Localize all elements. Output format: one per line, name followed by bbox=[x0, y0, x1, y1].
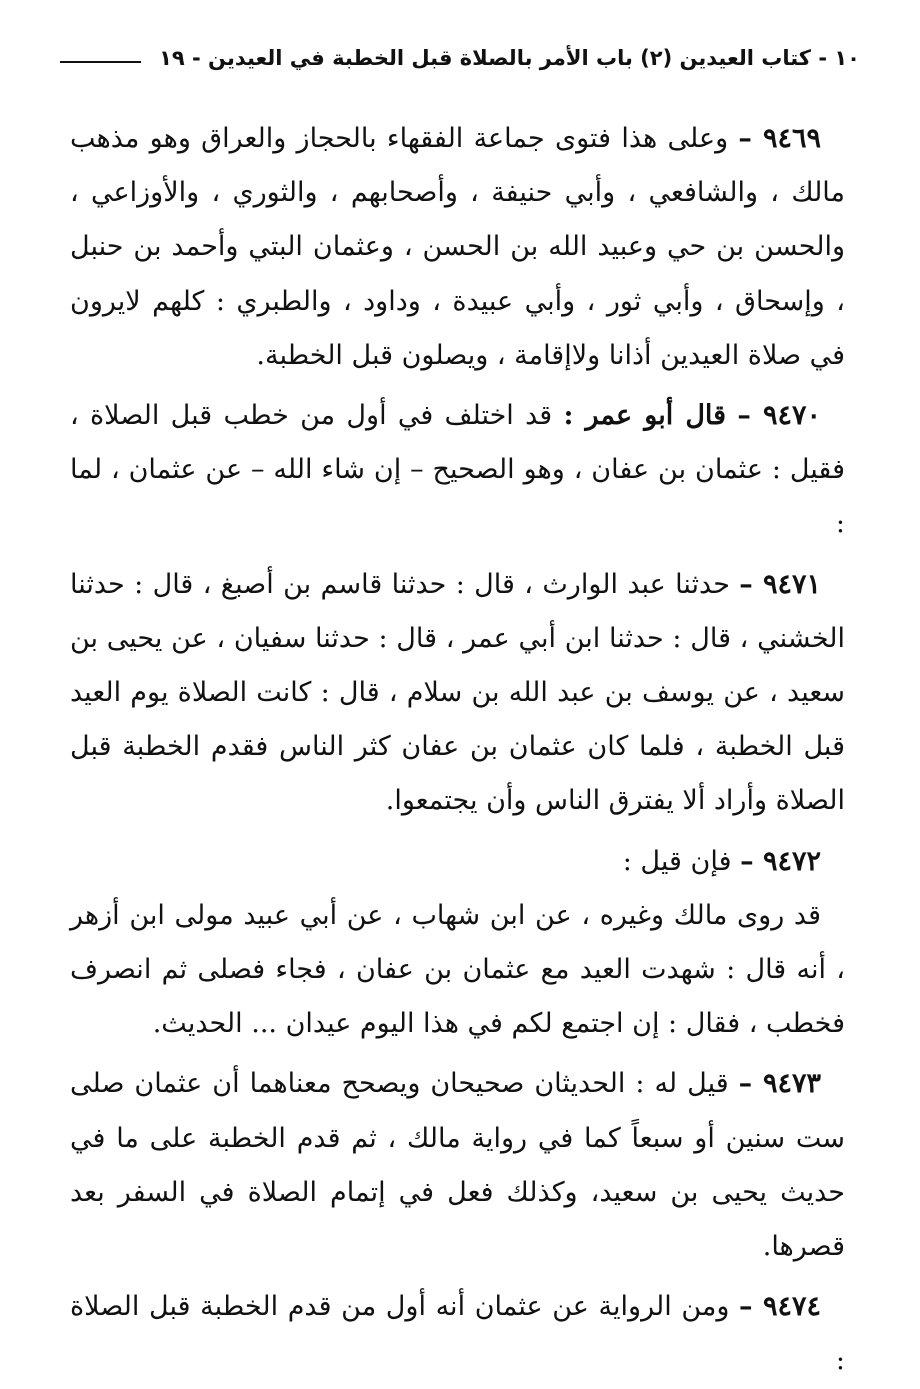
paragraph-number: ٩٤٧١ – bbox=[739, 568, 821, 600]
paragraph-number: ٩٤٦٩ – bbox=[738, 123, 821, 154]
paragraph-9469 bbox=[70, 112, 845, 383]
paragraph-9473 bbox=[70, 1057, 845, 1274]
paragraph-text: ومن الرواية عن عثمان أنه أول من قدم الخطبة قبل الصلاة : bbox=[70, 1291, 845, 1377]
running-title: ١٠ - كتاب العيدين (٢) باب الأمر بالصلاة قبل الخطبة في العيدين - ١٩ bbox=[159, 46, 860, 70]
main-text bbox=[70, 112, 845, 1389]
paragraph-number: ٩٤٧٤ – bbox=[739, 1291, 821, 1323]
paragraph-text: قيل له : الحديثان صحيحان ويصحح معناهما أن عثمان صلى ست سنين أو سبعاً كما في رواية مالك ، ثم قدم الخطبة على ما في حديث يحيى بن سعيد، وكذلك فعل في إتمام الصلاة في السفر بعد قصرها. bbox=[70, 1068, 845, 1263]
paragraph-text: قد روى مالك وغيره ، عن ابن شهاب ، عن أبي عبيد مولى ابن أزهر ، أنه قال : شهدت العيد مع عثمان بن عفان ، فجاء فصلى ثم انصرف فخطب ، فقال : إن اجتمع لكم في هذا اليوم عيدان ... الحديث. bbox=[70, 899, 845, 1040]
paragraph-9470 bbox=[70, 389, 845, 552]
paragraph-number: ٩٤٧٠ – bbox=[737, 400, 821, 432]
paragraph-text: فإن قيل : bbox=[622, 845, 732, 877]
running-header bbox=[60, 40, 860, 76]
paragraph-9472-continued bbox=[70, 889, 845, 1052]
paragraph-text: وعلى هذا فتوى جماعة الفقهاء بالحجاز والعراق وهو مذهب مالك ، والشافعي ، وأبي حنيفة ، وأصحابهم ، والثوري ، والأوزاعي ، والحسن بن حي وعبيد الله بن الحسن ، وعثمان البتي وأحمد بن حنبل ، وإسحاق ، وأبي ثور ، وأبي عبيدة ، وداود ، والطبري : كلهم لايرون في صلاة العيدين أذانا ولاإقامة ، ويصلون قبل الخطبة. bbox=[70, 123, 845, 371]
paragraph-text: قد اختلف في أول من خطب قبل الصلاة ، فقيل : عثمان بن عفان ، وهو الصحيح – إن شاء الله – عن عثمان ، لما : bbox=[70, 400, 845, 540]
paragraph-9471 bbox=[70, 558, 845, 829]
paragraph-9472 bbox=[70, 835, 845, 889]
paragraph-9474 bbox=[70, 1280, 845, 1388]
paragraph-number: ٩٤٧٢ – bbox=[740, 845, 821, 877]
header-rule bbox=[60, 61, 141, 63]
paragraph-number: ٩٤٧٣ – bbox=[738, 1068, 821, 1100]
speaker-lead: قال أبو عمر : bbox=[563, 400, 727, 432]
paragraph-text: حدثنا عبد الوارث ، قال : حدثنا قاسم بن أصبغ ، قال : حدثنا الخشني ، قال : حدثنا ابن أبي عمر ، قال : حدثنا سفيان ، عن يحيى بن سعيد ، عن يوسف بن عبد الله بن سلام ، قال : كانت الصلاة يوم العيد قبل الخطبة ، فلما كان عثمان بن عفان كثر الناس فقدم الخطبة قبل الصلاة وأراد ألا يفترق الناس وأن يجتمعوا. bbox=[70, 568, 845, 817]
